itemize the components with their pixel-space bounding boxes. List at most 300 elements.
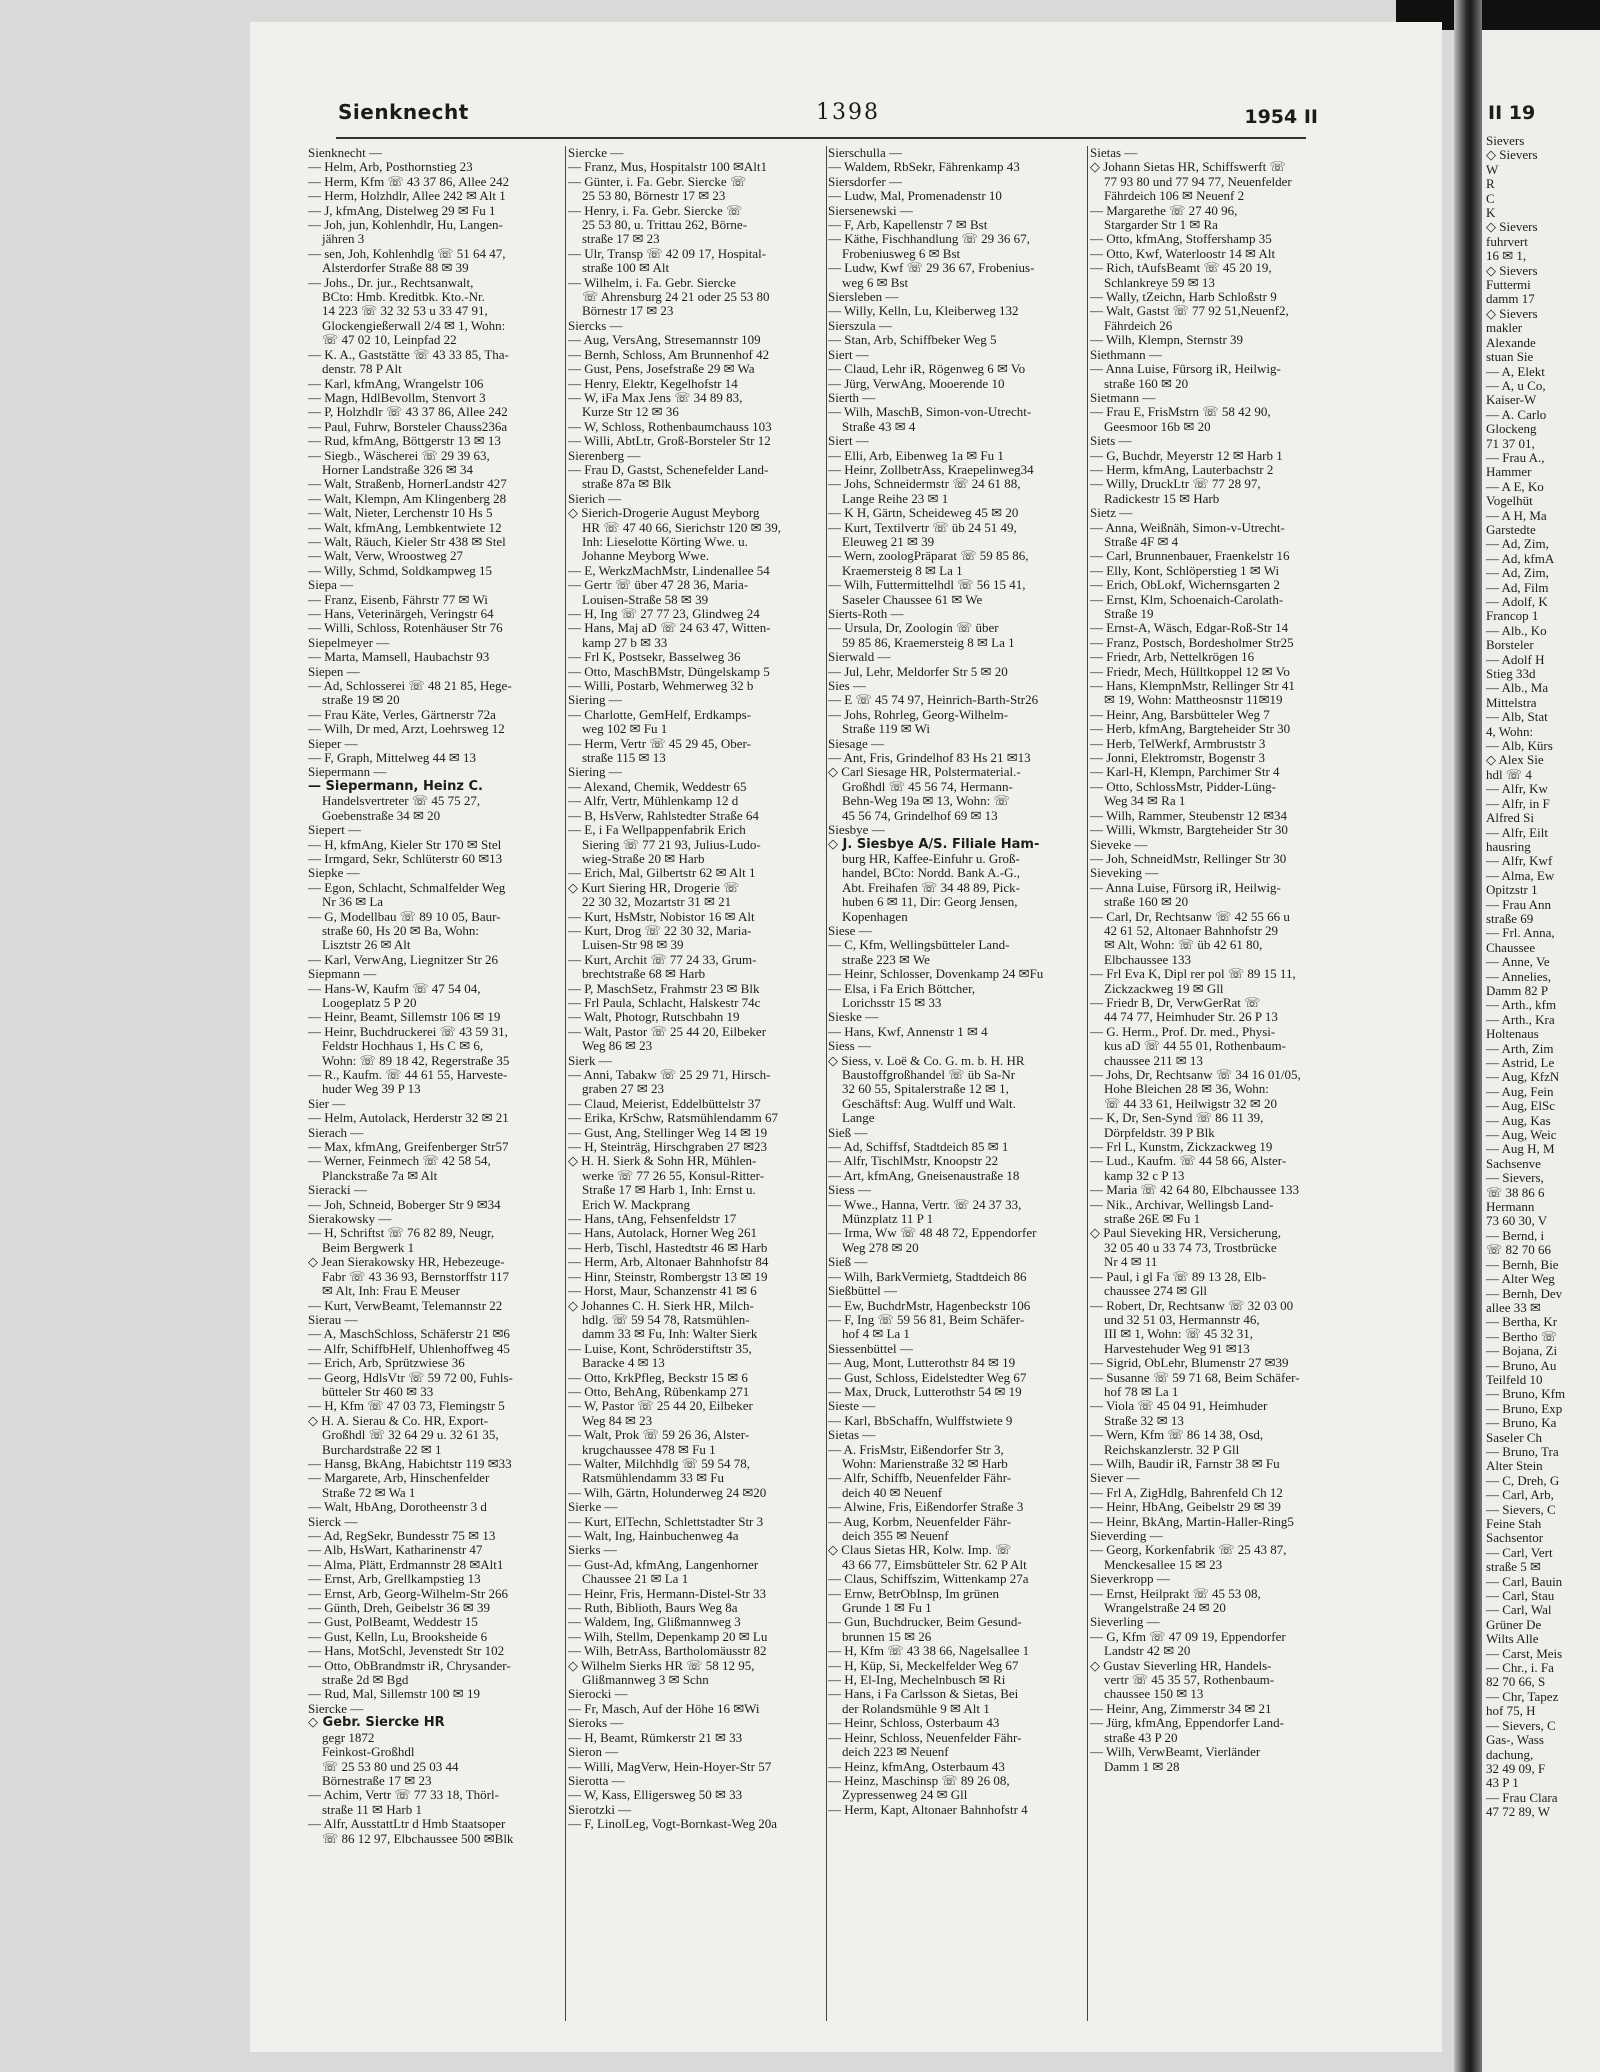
directory-entry-line: — H, Schriftst ☏ 76 82 89, Neugr, — [308, 1226, 495, 1241]
directory-entry-line: — K. A., Gaststätte ☏ 43 33 85, Tha- — [308, 347, 509, 362]
directory-entry-line: Hohe Bleichen 28 ✉ 36, Wohn: — [1104, 1082, 1269, 1097]
directory-entry-line: — Wilh, VerwBeamt, Vierländer — [1090, 1745, 1261, 1760]
directory-entry-line: — Werner, Feinmech ☏ 42 58 54, — [308, 1154, 491, 1169]
directory-entry-line: — Heinr, BkAng, Martin-Haller-Ring5 — [1090, 1514, 1294, 1529]
directory-entry-line: — Wilh, Futtermittelhdl ☏ 56 15 41, — [828, 578, 1026, 593]
directory-entry-line: — Ew, BuchdrMstr, Hagenbeckstr 106 — [828, 1298, 1031, 1313]
directory-entry-line: ◇ Kurt Siering HR, Drogerie ☏ — [568, 880, 740, 895]
directory-entry-line: Horner Landstraße 326 ✉ 34 — [322, 462, 473, 477]
directory-entry-line: — Günth, Dreh, Geibelstr 36 ✉ 39 — [308, 1601, 491, 1616]
directory-entry-line: — B, HsVerw, Rahlstedter Straße 64 — [568, 808, 759, 823]
directory-entry-line: straße 26E ✉ Fu 1 — [1104, 1212, 1201, 1227]
directory-entry-line: Garstedte — [1486, 521, 1536, 537]
directory-entry-line: chaussee 274 ✉ Gll — [1104, 1284, 1207, 1299]
directory-entry-line: — H, Kfm ☏ 43 38 66, Nagelsallee 1 — [828, 1644, 1030, 1659]
directory-entry-line: — Willi, Postarb, Wehmerweg 32 b — [568, 679, 754, 694]
directory-entry-line: — Ad, Zim, — [1486, 536, 1549, 552]
directory-entry-line: Johanne Meyborg Wwe. — [582, 549, 709, 564]
directory-entry-line: handel, BCto: Nordd. Bank A.-G., — [842, 866, 1021, 881]
directory-entry-line: der Rolandsmühle 9 ✉ Alt 1 — [842, 1701, 990, 1716]
directory-entry-line: — Kurt, VerwBeamt, Telemannstr 22 — [308, 1298, 503, 1313]
page-header — [250, 22, 1442, 142]
directory-entry-line: — Horst, Maur, Schanzenstr 41 ✉ 6 — [568, 1284, 757, 1299]
directory-column-3 — [828, 146, 1088, 2026]
directory-entry-line: — Marta, Mamsell, Haubachstr 93 — [308, 650, 490, 665]
directory-entry-line: R — [1486, 176, 1495, 192]
directory-entry-line: — Henry, i. Fa. Gebr. Siercke ☏ — [568, 203, 743, 218]
directory-entry-line: Sienknecht — — [308, 146, 383, 160]
directory-entry-line: ✉ 19, Wohn: Mattheosnstr 11✉19 — [1104, 693, 1283, 708]
directory-entry-line: 73 60 30, V — [1486, 1213, 1548, 1229]
directory-entry-line: ◇ Claus Sietas HR, Kolw. Imp. ☏ — [828, 1543, 1012, 1558]
directory-entry-line: Sierotta — — [568, 1773, 625, 1788]
directory-entry-line: — Frau Clara — [1486, 1789, 1558, 1805]
directory-entry-line: — Aug, Kas — [1486, 1112, 1551, 1128]
directory-entry-line: — Joh, jun, Kohlenhdlr, Hu, Langen- — [308, 218, 503, 233]
directory-entry-line: — Alb, Stat — [1486, 709, 1548, 725]
directory-entry-line: Siepen — — [308, 664, 360, 679]
directory-entry-line: — A, Elekt — [1486, 363, 1545, 379]
directory-entry-line: III ✉ 1, Wohn: ☏ 45 32 31, — [1104, 1327, 1253, 1342]
directory-entry-line: straße 43 P 20 — [1104, 1730, 1178, 1745]
directory-entry-line: — Walt, Photogr, Rutschbahn 19 — [568, 1010, 740, 1025]
directory-entry-line: — Aug H, M — [1486, 1141, 1555, 1157]
directory-entry-line: — Alb., Ko — [1486, 622, 1547, 638]
directory-entry-line: Zickzackweg 19 ✉ Gll — [1104, 981, 1224, 996]
directory-entry-line: Sierich — — [568, 491, 622, 506]
directory-entry-line: Siesbye — — [828, 823, 885, 838]
directory-entry-line: 42 61 52, Altonaer Bahnhofstr 29 — [1104, 923, 1279, 938]
directory-entry-line: ◇ Johann Sietas HR, Schiffswerft ☏ — [1090, 160, 1286, 175]
directory-entry-line: Alter Stein — [1486, 1458, 1543, 1474]
directory-entry-line: Chaussee — [1486, 939, 1536, 955]
directory-entry-line: Alfred Si — [1486, 810, 1535, 826]
directory-entry-line: — Claud, Lehr iR, Rögenweg 6 ✉ Vo — [828, 362, 1026, 377]
directory-entry-line: K — [1486, 205, 1496, 221]
directory-entry-line: Sieveking — — [1090, 866, 1159, 881]
directory-entry-line: Reichskanzlerstr. 32 P Gll — [1104, 1442, 1240, 1457]
directory-entry-line: Siering — — [568, 693, 622, 708]
directory-entry-line: Lisztstr 26 ✉ Alt — [322, 938, 411, 953]
directory-entry-line: — H, El-Ing, Mechelnbusch ✉ Ri — [828, 1673, 1006, 1688]
directory-entry-line: — Hans, KlempnMstr, Rellinger Str 41 — [1090, 679, 1295, 694]
directory-entry-line: — Bernh, Bie — [1486, 1256, 1559, 1272]
directory-entry-line: — Karl, kfmAng, Wrangelstr 106 — [308, 376, 484, 391]
directory-entry-line: — H, Kfm ☏ 47 03 73, Flemingstr 5 — [308, 1399, 505, 1414]
directory-entry-line: — Bruno, Tra — [1486, 1443, 1559, 1459]
directory-entry-line: — Anna, Weißnäh, Simon-v-Utrecht- — [1090, 520, 1285, 535]
directory-entry-line: — Alb., Ma — [1486, 680, 1549, 696]
directory-entry-line: Stieg 33d — [1486, 666, 1536, 682]
directory-entry-line: — Alma, Ew — [1486, 867, 1555, 883]
directory-entry-line: ☏ 25 53 80 und 25 03 44 — [322, 1759, 459, 1774]
directory-entry-line: Landstr 42 ✉ 20 — [1104, 1644, 1191, 1659]
directory-entry-line: — P, Holzhdlr ☏ 43 37 86, Allee 242 — [308, 405, 508, 420]
directory-entry-line: — Heinr, Schlosser, Dovenkamp 24 ✉Fu — [828, 967, 1044, 982]
directory-entry-line: straße 5 ✉ — [1486, 1559, 1541, 1575]
directory-entry-line: Kraemersteig 8 ✉ La 1 — [842, 563, 963, 578]
directory-entry-line: Sierau — — [308, 1312, 358, 1327]
directory-entry-line: — Erich, ObLokf, Wichernsgarten 2 — [1090, 578, 1280, 593]
directory-entry-line: Sietz — — [1090, 506, 1133, 521]
directory-entry-line: ☏ Ahrensburg 24 21 oder 25 53 80 — [582, 290, 770, 305]
directory-entry-line: — Jürg, kfmAng, Eppendorfer Land- — [1090, 1716, 1284, 1731]
directory-entry-line: 16 ✉ 1, — [1486, 248, 1527, 264]
directory-entry-line: Sierszula — — [828, 318, 892, 333]
directory-column-1 — [308, 146, 568, 2026]
directory-entry-line: 22 30 32, Mozartstr 31 ✉ 21 — [582, 895, 732, 910]
directory-entry-line: — Friedr, Mech, Hülltkoppel 12 ✉ Vo — [1090, 664, 1290, 679]
directory-entry-line: — G. Herm., Prof. Dr. med., Physi- — [1090, 1024, 1276, 1039]
directory-entry-line: ☏ 38 86 6 — [1486, 1184, 1545, 1200]
directory-entry-line: — F, Arb, Kapellenstr 7 ✉ Bst — [828, 218, 988, 233]
directory-entry-line: — Willi, Schloss, Rotenhäuser Str 76 — [308, 621, 503, 636]
directory-entry-line: Sierke — — [568, 1500, 618, 1515]
directory-entry-line: hof 78 ✉ La 1 — [1104, 1384, 1179, 1399]
directory-entry-line: Siercke — — [308, 1701, 364, 1716]
directory-entry-line: — Ad, Schlosserei ☏ 48 21 85, Hege- — [308, 679, 512, 694]
directory-entry-line: — Hans, Maj aD ☏ 24 63 47, Witten- — [568, 621, 771, 636]
directory-entry-line: — Alter Weg — [1486, 1271, 1555, 1287]
directory-entry-line: ✉ Alt, Inh: Frau E Meuser — [322, 1284, 460, 1299]
directory-entry-line: straße 115 ✉ 13 — [582, 751, 666, 766]
directory-entry-line: straße 60, Hs 20 ✉ Ba, Wohn: — [322, 923, 479, 938]
directory-entry-line: — Otto, KrkPfleg, Beckstr 15 ✉ 6 — [568, 1370, 748, 1385]
directory-entry-line: Sierk — — [568, 1053, 612, 1068]
directory-entry-line: Feinkost-Großhdl — [322, 1745, 415, 1760]
directory-entry-line: — Hans, tAng, Fehsenfeldstr 17 — [568, 1212, 737, 1227]
directory-entry-line: — Alfr, SchiffbHelf, Uhlenhoffweg 45 — [308, 1341, 510, 1356]
directory-entry-line: straße 17 ✉ 23 — [582, 232, 660, 247]
directory-entry-line: — Susanne ☏ 59 71 68, Beim Schäfer- — [1090, 1370, 1300, 1385]
directory-entry-line: Schlankreye 59 ✉ 13 — [1104, 275, 1215, 290]
directory-entry-line: 32 49 09, F — [1486, 1760, 1546, 1776]
directory-entry-line: — Sievers, — [1486, 1170, 1544, 1186]
directory-entry-line: Vogelhüt — [1486, 493, 1533, 509]
directory-entry-line: — Hans, Kwf, Annenstr 1 ✉ 4 — [828, 1024, 988, 1039]
directory-entry-line: Gas-, Wass — [1486, 1732, 1544, 1748]
directory-entry-line: — W, Kass, Elligersweg 50 ✉ 33 — [568, 1788, 743, 1803]
directory-entry-line: — Bruno, Exp — [1486, 1400, 1563, 1416]
directory-entry-line: — Siepermann, Heinz C. — [308, 779, 483, 794]
directory-entry-line: — Walt, HbAng, Dorotheenstr 3 d — [308, 1500, 487, 1515]
directory-entry-line: — Franz, Postsch, Bordesholmer Str25 — [1090, 635, 1294, 650]
directory-entry-line: Chaussee 21 ✉ La 1 — [582, 1572, 689, 1587]
directory-entry-line: ◇ Carl Siesage HR, Polstermaterial.- — [828, 765, 1021, 780]
directory-entry-line: ✉ Alt, Wohn: ☏ üb 42 61 80, — [1104, 938, 1263, 953]
directory-entry-line: Siessenbüttel — — [828, 1341, 913, 1356]
directory-entry-line: — Ant, Fris, Grindelhof 83 Hs 21 ✉13 — [828, 751, 1031, 766]
directory-entry-line: Siert — — [828, 434, 869, 449]
directory-entry-line: — Wwe., Hanna, Vertr. ☏ 24 37 33, — [828, 1197, 1022, 1212]
directory-entry-line: — W, iFa Max Jens ☏ 34 89 83, — [568, 390, 743, 405]
directory-entry-line: Siess — — [828, 1039, 871, 1054]
directory-entry-line: stuan Sie — [1486, 349, 1534, 365]
directory-entry-line: Weg 84 ✉ 23 — [582, 1413, 653, 1428]
directory-entry-line: Sießbüttel — — [828, 1284, 897, 1299]
directory-entry-line: ◇ Alex Sie — [1486, 752, 1544, 768]
directory-entry-line: — G, Buchdr, Meyerstr 12 ✉ Harb 1 — [1090, 448, 1283, 463]
directory-entry-line: Stargarder Str 1 ✉ Ra — [1104, 218, 1218, 233]
directory-entry-line: — Robert, Dr, Rechtsanw ☏ 32 03 00 — [1090, 1298, 1294, 1313]
directory-entry-line: — Ad, Film — [1486, 579, 1549, 595]
directory-entry-line: — Friedr, Arb, Nettelkrögen 16 — [1090, 650, 1255, 665]
directory-entry-line: — Frl Eva K, Dipl rer pol ☏ 89 15 11, — [1090, 967, 1296, 982]
directory-entry-line: — Wilh, Stellm, Depenkamp 20 ✉ Lu — [568, 1629, 768, 1644]
directory-entry-line: — Heinr, Fris, Hermann-Distel-Str 33 — [568, 1586, 767, 1601]
directory-entry-line: — C, Dreh, G — [1486, 1472, 1560, 1488]
directory-entry-line: damm 17 — [1486, 291, 1535, 307]
directory-entry-line: — Willy, Kelln, Lu, Kleiberweg 132 — [828, 304, 1019, 319]
directory-entry-line: — Wilh, Klempn, Sternstr 39 — [1090, 333, 1244, 348]
directory-entry-line: — Irma, Ww ☏ 48 48 72, Eppendorfer — [828, 1226, 1037, 1241]
directory-entry-line: — Kurt, HsMstr, Nobistor 16 ✉ Alt — [568, 909, 755, 924]
directory-entry-line: Siesage — — [828, 736, 884, 751]
directory-entry-line: Glißmannweg 3 ✉ Schn — [582, 1673, 709, 1688]
directory-entry-line: hausring — [1486, 838, 1531, 854]
directory-entry-line: — Paul, Fuhrw, Borsteler Chauss236a — [308, 419, 508, 434]
directory-entry-line: — Otto, kfmAng, Stoffershamp 35 — [1090, 232, 1272, 247]
directory-entry-line: — Lud., Kaufm. ☏ 44 58 66, Alster- — [1090, 1154, 1287, 1169]
directory-entry-line: Harvestehuder Weg 91 ✉13 — [1104, 1341, 1250, 1356]
directory-entry-line: — K, Dr, Sen-Synd ☏ 86 11 39, — [1090, 1111, 1264, 1126]
directory-entry-line: Erich W. Mackprang — [582, 1197, 690, 1212]
directory-entry-line: Alsterdorfer Straße 88 ✉ 39 — [322, 261, 469, 276]
directory-entry-line: — Gust, Ang, Stellinger Weg 14 ✉ 19 — [568, 1125, 768, 1140]
directory-entry-line: Sierenberg — — [568, 448, 641, 463]
directory-entry-line: Eleuweg 21 ✉ 39 — [842, 534, 935, 549]
directory-entry-line: — J, kfmAng, Distelweg 29 ✉ Fu 1 — [308, 203, 496, 218]
directory-entry-line: — Wilh, Dr med, Arzt, Loehrsweg 12 — [308, 722, 505, 737]
directory-entry-line: Siepa — — [308, 578, 354, 593]
directory-entry-line: — Aug, Mont, Lutterothstr 84 ✉ 19 — [828, 1356, 1016, 1371]
directory-entry-line: — Hans, MotSchl, Jevenstedt Str 102 — [308, 1644, 505, 1659]
directory-entry-line: — P, MaschSetz, Frahmstr 23 ✉ Blk — [568, 981, 760, 996]
directory-entry-line: — Charlotte, GemHelf, Erdkamps- — [568, 707, 752, 722]
directory-entry-line: — Walter, Milchhdlg ☏ 59 54 78, — [568, 1456, 750, 1471]
directory-entry-line: — Wally, tZeichn, Harb Schloßstr 9 — [1090, 290, 1277, 305]
directory-entry-line: — Herm, Vertr ☏ 45 29 45, Ober- — [568, 736, 751, 751]
directory-entry-line: fuhrvert — [1486, 233, 1528, 249]
directory-entry-line: ◇ Sierich-Drogerie August Meyborg — [568, 506, 760, 521]
directory-entry-line: — Wilh, BetrAss, Bartholomäusstr 82 — [568, 1644, 767, 1659]
directory-entry-line: Sierakowsky — — [308, 1212, 392, 1227]
directory-entry-line: ☏ 44 33 61, Heilwigstr 32 ✉ 20 — [1104, 1096, 1278, 1111]
directory-entry-line: Inh: Lieselotte Körting Wwe. u. — [582, 534, 748, 549]
directory-entry-line: — Otto, Kwf, Waterloostr 14 ✉ Alt — [1090, 246, 1276, 261]
directory-entry-line: — Carl, Arb, — [1486, 1487, 1554, 1503]
directory-entry-line: 32 60 55, Spitalerstraße 12 ✉ 1, — [842, 1082, 1009, 1097]
directory-entry-line: Siercks — — [568, 318, 623, 333]
directory-entry-line: — Carl, Bauin — [1486, 1573, 1563, 1589]
book-gutter — [1454, 0, 1482, 2072]
directory-entry-line: 59 85 86, Kraemersteig 8 ✉ La 1 — [842, 635, 1015, 650]
directory-entry-line: — Gust, Kelln, Lu, Brooksheide 6 — [308, 1629, 488, 1644]
directory-entry-line: — Willi, Wkmstr, Bargteheider Str 30 — [1090, 823, 1288, 838]
directory-entry-line: — Heinr, Schloss, Osterbaum 43 — [828, 1716, 1000, 1731]
directory-entry-line: — Stan, Arb, Schiffbeker Weg 5 — [828, 333, 997, 348]
directory-entry-line: Luisen-Str 98 ✉ 39 — [582, 938, 684, 953]
directory-entry-line: Sieper — — [308, 736, 358, 751]
directory-entry-line: — Claud, Meierist, Eddelbüttelstr 37 — [568, 1096, 761, 1111]
directory-entry-line: — Viola ☏ 45 04 91, Heimhuder — [1090, 1399, 1268, 1414]
directory-entry-line: — Arth., Kra — [1486, 1011, 1555, 1027]
column-area — [308, 146, 1308, 2026]
directory-entry-line: — Bernd, i — [1486, 1227, 1545, 1243]
directory-entry-line: Kaiser-W — [1486, 392, 1537, 408]
directory-entry-line: Burchardstraße 22 ✉ 1 — [322, 1442, 442, 1457]
directory-entry-line: — Bertha, Kr — [1486, 1314, 1558, 1330]
directory-entry-line: — Walt, kfmAng, Lembkentwiete 12 — [308, 520, 502, 535]
directory-entry-line: — Ulr, Transp ☏ 42 09 17, Hospital- — [568, 246, 767, 261]
directory-entry-line: — Aug, Weic — [1486, 1127, 1557, 1143]
directory-entry-line: Kurze Str 12 ✉ 36 — [582, 405, 679, 420]
directory-entry-line: Francop 1 — [1486, 608, 1539, 624]
directory-entry-line: ◇ H. H. Sierk & Sohn HR, Mühlen- — [568, 1154, 757, 1169]
directory-entry-line: — Ernst, Arb, Grellkampstieg 13 — [308, 1572, 481, 1587]
directory-entry-line: Baustoffgroßhandel ☏ üb Sa-Nr — [842, 1068, 1016, 1082]
directory-entry-line: — Carst, Meis — [1486, 1645, 1563, 1661]
directory-entry-line: — Arth., kfm — [1486, 997, 1557, 1013]
directory-entry-line: — Walt, Nieter, Lerchenstr 10 Hs 5 — [308, 506, 493, 521]
directory-entry-line: 47 72 89, W — [1486, 1804, 1551, 1820]
directory-entry-line: ◇ Wilhelm Sierks HR ☏ 58 12 95, — [568, 1658, 755, 1673]
directory-entry-line: — H, Beamt, Rümkerstr 21 ✉ 33 — [568, 1730, 743, 1745]
directory-entry-line: Alexande — [1486, 334, 1536, 350]
directory-entry-line: Hermann — [1486, 1199, 1535, 1215]
directory-entry-line: — Joh, Schneid, Boberger Str 9 ✉34 — [308, 1197, 501, 1212]
directory-entry-line: — A. Carlo — [1486, 406, 1547, 422]
directory-entry-line: — Henry, Elektr, Kegelhofstr 14 — [568, 376, 738, 391]
directory-entry-line: Sieske — — [828, 1010, 879, 1025]
directory-entry-line: — Ursula, Dr, Zoologin ☏ über — [828, 621, 999, 636]
directory-entry-line: 14 223 ☏ 32 32 53 u 33 47 91, — [322, 304, 488, 319]
directory-entry-line: Großhdl ☏ 32 64 29 u. 32 61 35, — [322, 1428, 499, 1443]
directory-entry-line: — A H, Ma — [1486, 507, 1547, 523]
directory-entry-line: straße 223 ✉ We — [842, 952, 930, 967]
directory-entry-line: — Margarete, Arb, Hinschenfelder — [308, 1471, 490, 1486]
directory-entry-line: straße 160 ✉ 20 — [1104, 895, 1189, 910]
directory-entry-line: deich 40 ✉ Neuenf — [842, 1485, 943, 1500]
directory-entry-line: weg 102 ✉ Fu 1 — [582, 722, 668, 737]
directory-entry-line: — Kurt, Textilvertr ☏ üb 24 51 49, — [828, 520, 1017, 535]
directory-entry-line: Sierks — — [568, 1543, 617, 1558]
directory-entry-line: Sieß — — [828, 1255, 868, 1270]
directory-entry-line: wieg-Straße 20 ✉ Harb — [582, 851, 705, 866]
directory-entry-line: — Frau A., — [1486, 449, 1545, 465]
directory-entry-line: Sierotzki — — [568, 1802, 632, 1817]
directory-entry-line: — Aug, ElSc — [1486, 1098, 1555, 1114]
directory-entry-line: — Hans, Veterinärgeh, Veringstr 64 — [308, 607, 494, 621]
directory-entry-line: — Alfr, Kw — [1486, 781, 1548, 797]
directory-entry-line: — Ad, Zim, — [1486, 565, 1549, 581]
directory-entry-line: Saseler Chaussee 61 ✉ We — [842, 592, 983, 607]
directory-entry-line: — Bernh, Schloss, Am Brunnenhof 42 — [568, 347, 770, 362]
directory-entry-line: — Herb, TelWerkf, Armbruststr 3 — [1090, 736, 1266, 751]
directory-entry-line: Wrangelstraße 24 ✉ 20 — [1104, 1601, 1226, 1616]
directory-entry-line: — Wilh, MaschB, Simon-von-Utrecht- — [828, 405, 1032, 420]
directory-entry-line: — E, i Fa Wellpappenfabrik Erich — [568, 823, 746, 838]
directory-entry-line: — Alb, HsWart, Katharinenstr 47 — [308, 1543, 483, 1558]
directory-entry-line: ◇ J. Siesbye A/S. Filiale Ham- — [828, 837, 1040, 852]
directory-entry-line: graben 27 ✉ 23 — [582, 1082, 665, 1097]
directory-entry-line: Weg 34 ✉ Ra 1 — [1104, 794, 1186, 809]
directory-entry-line: — Johs, Schneidermstr ☏ 24 61 88, — [828, 477, 1021, 492]
directory-entry-line: Straße 72 ✉ Wa 1 — [322, 1485, 416, 1500]
directory-entry-line: Siercke — — [568, 146, 624, 160]
directory-entry-line: Siets — — [1090, 434, 1132, 449]
directory-entry-line: — Rud, kfmAng, Böttgerstr 13 ✉ 13 — [308, 434, 501, 449]
directory-entry-line: — Johs., Dr. jur., Rechtsanwalt, — [308, 275, 474, 290]
directory-entry-line: — Otto, SchlossMstr, Pidder-Lüng- — [1090, 779, 1276, 794]
directory-entry-line: Wohn: Marienstraße 32 ✉ Harb — [842, 1456, 1008, 1471]
directory-entry-line: Siert — — [828, 347, 869, 362]
directory-entry-line: — Jonni, Elektromstr, Bogenstr 3 — [1090, 751, 1265, 766]
directory-entry-line: — Frl L, Kunstm, Zickzackweg 19 — [1090, 1140, 1273, 1155]
directory-entry-line: burg HR, Kaffee-Einfuhr u. Groß- — [842, 851, 1020, 866]
directory-entry-line: — Irmgard, Sekr, Schlüterstr 60 ✉13 — [308, 851, 503, 866]
directory-entry-line: — Erika, KrSchw, Ratsmühlendamm 67 — [568, 1111, 779, 1126]
directory-entry-line: — Ernst, Arb, Georg-Wilhelm-Str 266 — [308, 1586, 508, 1601]
directory-entry-line: Sieverding — — [1090, 1529, 1163, 1543]
directory-entry-line: — Alfr, Vertr, Mühlenkamp 12 d — [568, 794, 739, 809]
directory-entry-line: — A, MaschSchloss, Schäferstr 21 ✉6 — [308, 1327, 510, 1342]
directory-entry-line: — Waldem, Ing, Glißmannweg 3 — [568, 1615, 741, 1630]
directory-entry-line: — Ad, Schiffsf, Stadtdeich 85 ✉ 1 — [828, 1140, 1009, 1155]
directory-entry-line: — Max, kfmAng, Greifenberger Str57 — [308, 1140, 509, 1155]
directory-entry-line: ◇ Sievers — [1486, 147, 1538, 163]
directory-entry-line: ◇ Jean Sierakowsky HR, Hebezeuge- — [308, 1255, 505, 1270]
directory-entry-line: Siethmann — — [1090, 347, 1162, 362]
directory-entry-line: Ratsmühlendamm 33 ✉ Fu — [582, 1471, 724, 1486]
directory-entry-line: — Georg, HdlsVtr ☏ 59 72 00, Fuhls- — [308, 1370, 513, 1385]
directory-entry-line: C — [1486, 190, 1495, 206]
directory-entry-line: — Herm, Kapt, Altonaer Bahnhofstr 4 — [828, 1802, 1028, 1817]
directory-entry-line: Straße 19 — [1104, 607, 1154, 621]
directory-entry-line: — Willi, MagVerw, Hein-Hoyer-Str 57 — [568, 1759, 772, 1774]
directory-entry-line: — Walt, Pastor ☏ 25 44 20, Eilbeker — [568, 1024, 767, 1039]
directory-entry-line: — Kurt, Archit ☏ 77 24 33, Grum- — [568, 952, 757, 967]
directory-entry-line: — Herm, Holzhdlr, Allee 242 ✉ Alt 1 — [308, 189, 506, 204]
directory-entry-line: HR ☏ 47 40 66, Sierichstr 120 ✉ 39, — [582, 520, 782, 535]
directory-entry-line: Sachsentor — [1486, 1530, 1544, 1546]
directory-entry-line: — Waldem, RbSekr, Fährenkamp 43 — [828, 160, 1020, 175]
directory-entry-line: — Herm, Arb, Altonaer Bahnhofstr 84 — [568, 1255, 769, 1270]
directory-entry-line: — Wern, zoologPräparat ☏ 59 85 86, — [828, 549, 1029, 564]
directory-entry-line: — Heinr, Ang, Barsbütteler Weg 7 — [1090, 707, 1270, 722]
directory-entry-line: — E ☏ 45 74 97, Heinrich-Barth-Str26 — [828, 693, 1039, 708]
directory-entry-line: Geschäftsf: Aug. Wulff und Walt. — [842, 1096, 1016, 1111]
directory-entry-line: — R., Kaufm. ☏ 44 61 55, Harveste- — [308, 1068, 508, 1082]
running-head-year: 1954 II — [1244, 106, 1318, 128]
directory-entry-line: — Chr, Tapez — [1486, 1688, 1559, 1704]
directory-entry-line: — Rud, Mal, Sillemstr 100 ✉ 19 — [308, 1687, 480, 1702]
directory-entry-line: Sieverling — — [1090, 1615, 1160, 1630]
directory-entry-line: brunnen 15 ✉ 26 — [842, 1629, 932, 1644]
directory-entry-line: — Walt, Verw, Wroostweg 27 — [308, 549, 464, 564]
directory-entry-line: — Anna Luise, Fürsorg iR, Heilwig- — [1090, 880, 1281, 895]
directory-entry-line: Grunde 1 ✉ Fu 1 — [842, 1601, 932, 1616]
directory-entry-line: — Alfr, Kwf — [1486, 853, 1553, 869]
directory-entry-line: Sieverkropp — — [1090, 1572, 1170, 1587]
directory-entry-line: — Helm, Arb, Posthornstieg 23 — [308, 160, 473, 175]
directory-entry-line: — Ernw, BetrObInsp, Im grünen — [828, 1586, 1000, 1601]
directory-entry-line: — Hansg, BkAng, Habichtstr 119 ✉33 — [308, 1456, 512, 1471]
directory-entry-line: Sievers — [1486, 133, 1525, 148]
directory-entry-line: — F, Ing ☏ 59 56 81, Beim Schäfer- — [828, 1312, 1025, 1327]
directory-entry-line: — Fr, Masch, Auf der Höhe 16 ✉Wi — [568, 1701, 760, 1716]
directory-entry-line: — Nik., Archivar, Wellingsb Land- — [1090, 1197, 1274, 1212]
